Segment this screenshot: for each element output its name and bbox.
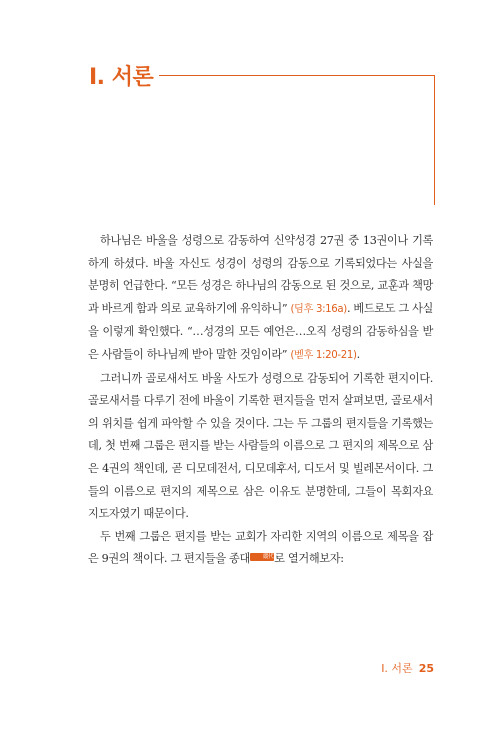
page-footer	[381, 660, 434, 676]
body-text	[88, 230, 433, 571]
footer-section-title: I. 서론	[381, 662, 413, 675]
text-segment: .	[356, 347, 360, 361]
text-segment: 로 열거해보자:	[274, 552, 344, 566]
text-segment: . 베드로도 그 사실을 이렇게 확인했다. “…성경의 모든 예언은…오직 성령의 감동하심을 받은 사람들이 하나님께 받아 말한 것임이라”	[88, 301, 433, 361]
title-rule-horizontal	[159, 75, 435, 76]
scripture-reference: (딤후 3:16a)	[290, 303, 347, 315]
paragraph	[88, 368, 433, 526]
page-number: 25	[418, 662, 434, 675]
text-segment: 두 번째 그룹은 편지를 받는 교회가 자리한 지역의 이름으로 제목을 잡은 9권의 책이다. 그 편지들을 종대	[88, 529, 433, 566]
chapter-title: I. 서론	[89, 65, 154, 90]
text-segment: 하나님은 바울을 성령으로 감동하여 신약성경 27권 중 13권이나 기록하게 하셨다. 바울 자신도 성경이 성령의 감동으로 기록되었다는 사실을 분명히 언급한다. “모든 성경은 하나님의 감동으로 된 것으로, 교훈과 책망과 바르게 함과 의로 교육하기에 유익하니”	[88, 234, 433, 315]
paragraph	[88, 526, 433, 571]
hanja-annotation: 縱代	[250, 553, 274, 561]
scripture-reference: (벧후 1:20-21)	[290, 349, 357, 361]
title-rule-vertical	[434, 75, 435, 205]
paragraph	[88, 230, 433, 368]
text-segment: 그러니까 골로새서도 바울 사도가 성령으로 감동되어 기록한 편지이다. 골로새서를 다루기 전에 바울이 기록한 편지들을 먼저 살펴보면, 골로새서의 위치를 쉽게 파악할 수 있을 것이다. 그는 두 그룹의 편지들을 기록했는데, 첫 번째 그룹은 편지를 받는 사람들의 이름으로 그 편지의 제목으로 삼은 4권의 책인데, 곧 디모데전서, 디모데후서, 디도서 및 빌레몬서이다. 그들의 이름으로 편지의 제목으로 삼은 이유도 분명한데, 그들이 목회자요 지도자였기 때문이다.	[88, 371, 433, 521]
